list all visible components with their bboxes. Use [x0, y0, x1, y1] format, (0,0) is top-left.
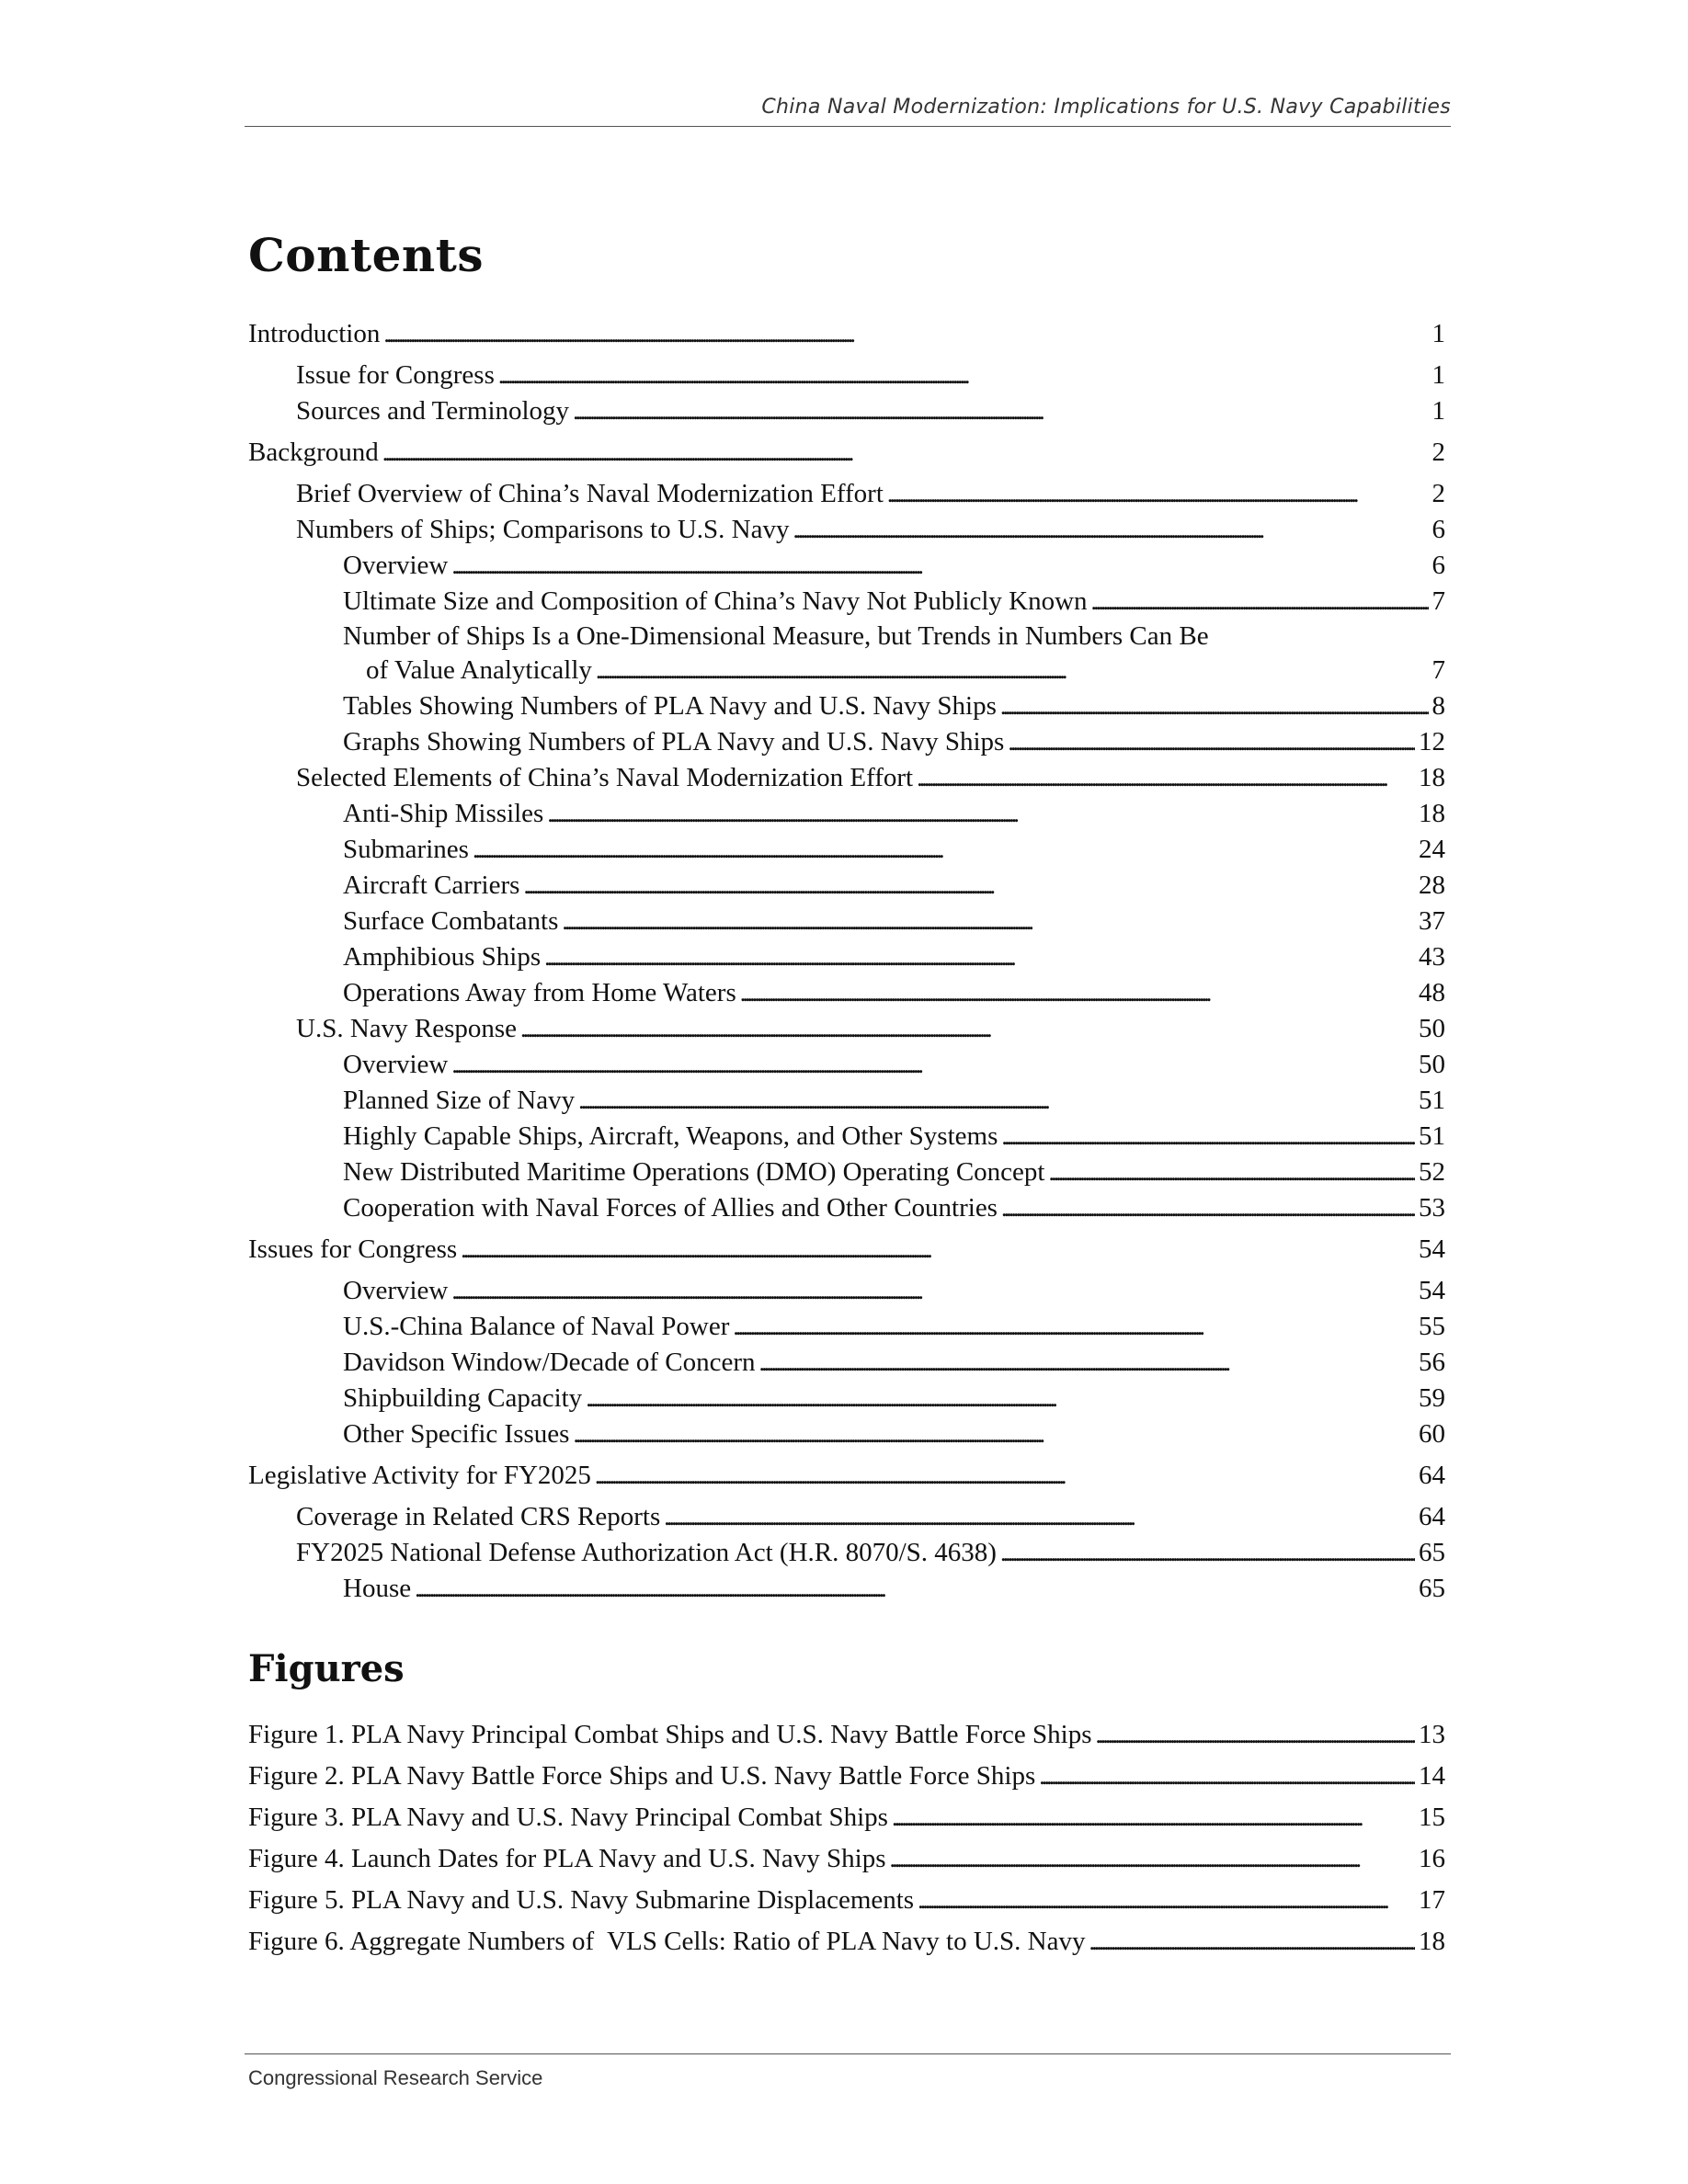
dot-leader	[520, 1012, 1415, 1047]
toc-entry[interactable]	[248, 435, 1445, 471]
toc-entry-page: 2	[1431, 479, 1445, 508]
toc-entry-page: 12	[1419, 727, 1445, 756]
toc-entry[interactable]	[248, 1571, 1445, 1607]
dot-leader	[1000, 1536, 1415, 1571]
dot-leader	[383, 317, 1428, 352]
toc-entry[interactable]	[248, 1458, 1445, 1494]
toc-entry-title: Submarines	[343, 835, 469, 864]
toc-entry-title: Overview	[343, 1050, 449, 1079]
toc-entry-title: Operations Away from Home Waters	[343, 978, 736, 1007]
figure-entry[interactable]	[248, 1921, 1445, 1962]
toc-entry-title: Introduction	[248, 319, 381, 348]
figure-entry[interactable]	[248, 1797, 1445, 1838]
toc-entry-page: 18	[1419, 763, 1445, 792]
toc-entry[interactable]	[248, 1416, 1445, 1452]
toc-entry-page: 6	[1431, 515, 1445, 544]
figure-entry-page: 16	[1419, 1844, 1445, 1873]
toc-entry[interactable]	[248, 476, 1445, 512]
toc-entry-title: FY2025 National Defense Authorization Act (H.R. 8070/S. 4638)	[296, 1538, 997, 1567]
list-of-figures	[248, 1714, 1445, 1962]
figure-entry-title: Figure 5. PLA Navy and U.S. Navy Submarine Displacements	[248, 1885, 915, 1915]
toc-entry-page: 59	[1419, 1383, 1445, 1413]
toc-entry-title: Other Specific Issues	[343, 1419, 570, 1449]
toc-entry-page: 64	[1419, 1461, 1445, 1490]
toc-entry-page: 7	[1431, 655, 1445, 685]
figure-entry-title: Figure 6. Aggregate Numbers of VLS Cells: Ratio of PLA Navy to U.S. Navy	[248, 1927, 1086, 1956]
figure-entry-page: 17	[1419, 1885, 1445, 1915]
dot-leader	[451, 1274, 1415, 1309]
toc-entry[interactable]	[248, 358, 1445, 393]
toc-entry-title: Background	[248, 438, 379, 467]
toc-entry-page: 54	[1419, 1234, 1445, 1264]
toc-entry-title: Graphs Showing Numbers of PLA Navy and U.S. Navy Ships	[343, 727, 1005, 756]
dot-leader	[473, 833, 1415, 868]
toc-entry[interactable]	[248, 1535, 1445, 1571]
dot-leader	[1001, 1191, 1415, 1226]
dot-leader	[1049, 1155, 1416, 1190]
figure-entry-page: 18	[1419, 1927, 1445, 1956]
toc-entry[interactable]	[248, 904, 1445, 939]
toc-entry[interactable]	[248, 832, 1445, 868]
contents-heading: Contents	[248, 228, 485, 282]
toc-entry[interactable]	[248, 1345, 1445, 1381]
toc-entry[interactable]	[248, 1047, 1445, 1083]
toc-entry-page: 52	[1419, 1157, 1445, 1187]
toc-entry-title: Highly Capable Ships, Aircraft, Weapons, and Other Systems	[343, 1121, 998, 1151]
figure-entry-title: Figure 2. PLA Navy Battle Force Ships and U.S. Navy Battle Force Ships	[248, 1761, 1036, 1791]
dot-leader	[758, 1346, 1415, 1381]
dot-leader	[596, 654, 1429, 688]
toc-entry-continuation	[248, 653, 1445, 688]
toc-entry-title: Brief Overview of China’s Naval Modernization Effort	[296, 479, 884, 508]
toc-entry-page: 53	[1419, 1193, 1445, 1223]
toc-entry-page: 37	[1419, 906, 1445, 936]
toc-entry[interactable]	[248, 724, 1445, 760]
dot-leader	[415, 1572, 1415, 1607]
toc-entry-title: Surface Combatants	[343, 906, 559, 936]
dot-leader	[523, 869, 1415, 904]
toc-entry[interactable]	[248, 1273, 1445, 1309]
dot-leader	[451, 1048, 1415, 1083]
dot-leader	[451, 549, 1428, 584]
dot-leader	[664, 1500, 1415, 1535]
dot-leader	[1000, 689, 1429, 724]
dot-leader	[918, 1881, 1415, 1921]
dot-leader	[562, 904, 1415, 939]
toc-entry-page: 18	[1419, 799, 1445, 828]
dot-leader	[793, 513, 1429, 548]
toc-entry-title: Numbers of Ships; Comparisons to U.S. Navy	[296, 515, 790, 544]
toc-entry-page: 54	[1419, 1276, 1445, 1305]
toc-entry[interactable]	[248, 1119, 1445, 1155]
toc-entry-page: 48	[1419, 978, 1445, 1007]
toc-entry-page: 51	[1419, 1121, 1445, 1151]
toc-entry[interactable]	[248, 1011, 1445, 1047]
dot-leader	[740, 976, 1415, 1011]
toc-entry-page: 60	[1419, 1419, 1445, 1449]
dot-leader	[461, 1233, 1415, 1268]
dot-leader	[1089, 1922, 1415, 1962]
toc-entry-page: 55	[1419, 1312, 1445, 1341]
toc-entry-page: 1	[1431, 360, 1445, 390]
figure-entry[interactable]	[248, 1838, 1445, 1880]
footer-rule	[245, 2053, 1451, 2054]
toc-entry[interactable]	[248, 512, 1445, 548]
toc-entry-page: 65	[1419, 1574, 1445, 1603]
toc-entry-title: U.S. Navy Response	[296, 1014, 518, 1043]
toc-entry-title: Planned Size of Navy	[343, 1086, 576, 1115]
toc-entry-title: Issue for Congress	[296, 360, 495, 390]
toc-entry-page: 24	[1419, 835, 1445, 864]
figure-entry[interactable]	[248, 1880, 1445, 1921]
toc-entry-title: Ultimate Size and Composition of China’s Navy Not Publicly Known	[343, 586, 1088, 616]
toc-entry[interactable]	[248, 1499, 1445, 1535]
toc-entry[interactable]	[248, 760, 1445, 796]
dot-leader	[1039, 1757, 1415, 1797]
toc-entry-page: 1	[1431, 319, 1445, 348]
toc-entry[interactable]	[248, 393, 1445, 429]
figure-entry-page: 15	[1419, 1803, 1445, 1832]
dot-leader	[887, 477, 1429, 512]
figure-entry-title: Figure 3. PLA Navy and U.S. Navy Principal Combat Ships	[248, 1803, 888, 1832]
toc-entry-page: 50	[1419, 1050, 1445, 1079]
toc-entry-title-line2: of Value Analytically	[366, 655, 592, 685]
dot-leader	[1008, 725, 1415, 760]
dot-leader	[573, 1417, 1415, 1452]
toc-entry[interactable]	[248, 1309, 1445, 1345]
toc-entry-page: 51	[1419, 1086, 1445, 1115]
toc-entry[interactable]	[248, 939, 1445, 975]
dot-leader	[586, 1382, 1415, 1416]
toc-entry-title: Davidson Window/Decade of Concern	[343, 1348, 756, 1377]
figure-entry-title: Figure 4. Launch Dates for PLA Navy and U.S. Navy Ships	[248, 1844, 886, 1873]
toc-entry-page: 43	[1419, 942, 1445, 972]
toc-entry-title: Issues for Congress	[248, 1234, 458, 1264]
dot-leader	[1001, 1120, 1415, 1155]
dot-leader	[733, 1310, 1415, 1345]
dot-leader	[578, 1084, 1415, 1119]
figure-entry-page: 14	[1419, 1761, 1445, 1791]
toc-entry[interactable]	[248, 316, 1445, 352]
toc-entry-page: 64	[1419, 1502, 1445, 1531]
toc-entry-title: Overview	[343, 551, 449, 580]
toc-entry-title: Coverage in Related CRS Reports	[296, 1502, 661, 1531]
toc-entry-page: 7	[1431, 586, 1445, 616]
footer-publisher: Congressional Research Service	[248, 2066, 543, 2089]
toc-entry[interactable]	[248, 1083, 1445, 1119]
toc-entry-page: 1	[1431, 396, 1445, 426]
header-rule	[245, 126, 1451, 127]
toc-entry-page: 56	[1419, 1348, 1445, 1377]
toc-entry-page: 6	[1431, 551, 1445, 580]
toc-entry-title: U.S.-China Balance of Naval Power	[343, 1312, 730, 1341]
toc-entry-title: Anti-Ship Missiles	[343, 799, 544, 828]
dot-leader	[1091, 585, 1429, 620]
toc-entry[interactable]	[248, 1381, 1445, 1416]
toc-entry[interactable]	[248, 1190, 1445, 1226]
dot-leader	[498, 358, 1429, 393]
toc-entry-title: Overview	[343, 1276, 449, 1305]
dot-leader	[890, 1839, 1416, 1880]
toc-entry[interactable]	[248, 1155, 1445, 1190]
toc-entry[interactable]	[248, 584, 1445, 620]
toc-entry[interactable]	[248, 688, 1445, 724]
toc-entry-page: 65	[1419, 1538, 1445, 1567]
toc-entry[interactable]	[248, 1232, 1445, 1268]
dot-leader	[547, 797, 1415, 832]
toc-entry-page: 8	[1431, 691, 1445, 721]
toc-entry-title: Tables Showing Numbers of PLA Navy and U.S. Navy Ships	[343, 691, 997, 721]
figure-entry-title: Figure 1. PLA Navy Principal Combat Ships and U.S. Navy Battle Force Ships	[248, 1720, 1092, 1749]
dot-leader	[892, 1798, 1415, 1838]
dot-leader	[1095, 1715, 1415, 1756]
toc-entry-title: New Distributed Maritime Operations (DMO) Operating Concept	[343, 1157, 1045, 1187]
figures-heading: Figures	[248, 1647, 405, 1690]
dot-leader	[544, 940, 1415, 975]
toc-entry-title: Aircraft Carriers	[343, 870, 520, 900]
toc-entry[interactable]	[248, 796, 1445, 832]
dot-leader	[595, 1459, 1415, 1494]
toc-entry-title: Cooperation with Naval Forces of Allies and Other Countries	[343, 1193, 998, 1223]
toc-entry-page: 28	[1419, 870, 1445, 900]
figure-entry-page: 13	[1419, 1720, 1445, 1749]
toc-entry-title: Shipbuilding Capacity	[343, 1383, 583, 1413]
toc-entry-title: Selected Elements of China’s Naval Modernization Effort	[296, 763, 914, 792]
dot-leader	[382, 436, 1429, 471]
toc-entry-title: Amphibious Ships	[343, 942, 542, 972]
toc-entry-page: 50	[1419, 1014, 1445, 1043]
dot-leader	[917, 761, 1415, 796]
dot-leader	[573, 394, 1428, 429]
table-of-contents	[248, 316, 1445, 1607]
toc-entry-wrapped[interactable]	[248, 620, 1445, 688]
toc-entry[interactable]	[248, 548, 1445, 584]
toc-entry-title: House	[343, 1574, 412, 1603]
toc-entry[interactable]	[248, 868, 1445, 904]
running-head: China Naval Modernization: Implications for U.S. Navy Capabilities	[761, 96, 1451, 119]
toc-entry-title: Sources and Terminology	[296, 396, 570, 426]
toc-entry-page: 2	[1431, 438, 1445, 467]
figure-entry[interactable]	[248, 1714, 1445, 1756]
toc-entry-title: Legislative Activity for FY2025	[248, 1461, 591, 1490]
toc-entry-title-line1: Number of Ships Is a One-Dimensional Measure, but Trends in Numbers Can Be	[343, 621, 1209, 651]
toc-entry[interactable]	[248, 975, 1445, 1011]
figure-entry[interactable]	[248, 1756, 1445, 1797]
